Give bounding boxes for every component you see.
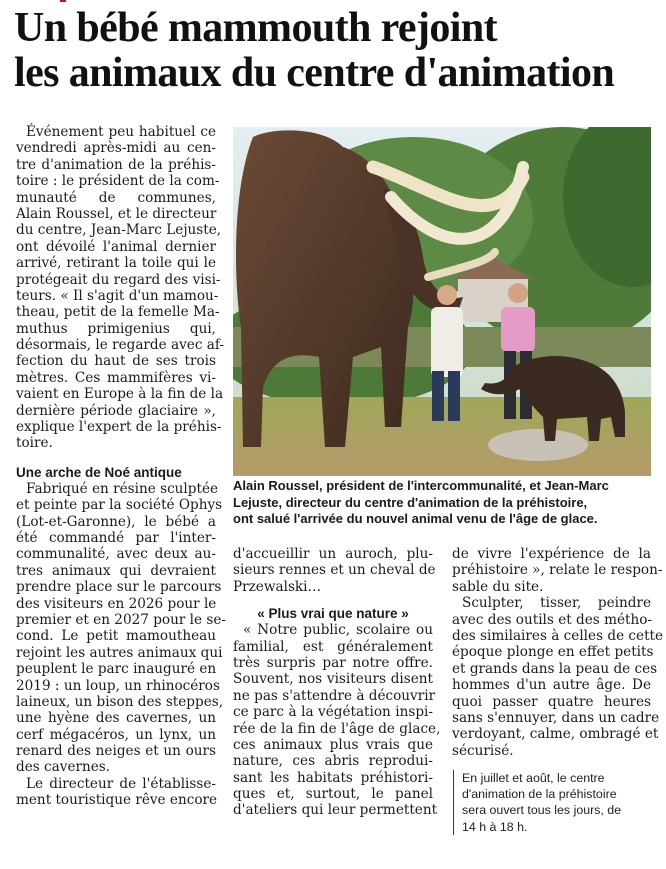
text-line: rée de la fin de l'âge de glace, [233, 720, 441, 737]
text-line: nature, ces abris reprodui- [233, 753, 433, 770]
text-line: 2019 : un loup, un rhinocéros [16, 677, 220, 694]
text-line: tres animaux qui devraient [16, 562, 216, 579]
text-line: des similaires à celles de cette [452, 627, 664, 644]
text-line: Événement peu habituel ce [26, 124, 216, 140]
photo-caption [233, 478, 651, 528]
text-line: préhistoire », relate le respon- [452, 562, 663, 579]
text-line: de vivre l'expérience de la [452, 546, 651, 562]
subheading-arche: Une arche de Noé antique [16, 464, 182, 480]
text-line: communalité, avec deux au- [16, 546, 216, 563]
article-column-2 [233, 546, 441, 819]
infobox-line: d'animation de la préhistoire [462, 787, 617, 802]
opening-hours-box [453, 770, 660, 835]
text-line: toire : le président de la com- [16, 173, 220, 190]
text-line: sable du site. [452, 578, 544, 595]
text-line: Souvent, nos visiteurs disent [233, 671, 433, 688]
text-line: désormais, le regarde avec af- [16, 337, 225, 354]
text-line: été commandé par l'inter- [16, 529, 216, 546]
text-line: sans s'ennuyer, dans un cadre [452, 709, 660, 726]
text-line: ces animaux plus vrais que [233, 736, 433, 753]
caption-line: Alain Roussel, président de l'intercommunalité, et Jean-Marc [233, 478, 609, 493]
text-line: rejoint les autres animaux qui [16, 644, 223, 661]
text-line: quoi passer quatre heures [452, 693, 651, 710]
column-body [233, 622, 441, 819]
text-line: Alain Roussel, et le directeur [16, 205, 217, 222]
text-line: theau, petit de la femelle Ma- [16, 304, 220, 321]
text-line: Le directeur de l'établisse- [26, 775, 216, 792]
text-line: teurs. « Il s'agit d'un mamou- [16, 287, 219, 304]
text-line: du centre, Jean-Marc Lejuste, [16, 222, 222, 239]
text-line: explique l'expert de la préhis- [16, 419, 222, 436]
text-line: ne pas s'attendre à découvrir [233, 687, 436, 704]
text-line: munauté de communes, [16, 189, 216, 206]
infobox-line: En juillet et août, le centre [462, 771, 605, 785]
text-line: hommes d'un autre âge. De [452, 677, 651, 694]
article-column-1 [16, 124, 226, 809]
text-line: renard des neiges et un ours [16, 743, 216, 760]
text-line: toire. [16, 435, 53, 452]
text-line: ment touristique rêve encore [16, 792, 218, 809]
text-line: fection du haut de ses trois [16, 353, 216, 370]
text-line: peuplent le parc inauguré en [16, 661, 217, 678]
text-line: d'ateliers qui leur permettent [233, 802, 438, 819]
text-line: d'accueillir un auroch, plu- [233, 546, 433, 562]
text-line: ce parc à la végétation inspi- [233, 704, 433, 721]
text-line: premier et en 2027 pour le se- [16, 611, 226, 628]
headline-line: Un bébé mammouth rejoint [14, 5, 497, 51]
text-line: prendre place sur le parcours [16, 579, 222, 596]
text-line: tre d'animation de la préhis- [16, 156, 216, 173]
text-line: ont dévoilé l'animal dernier [16, 238, 216, 255]
text-line: des cavernes. [16, 759, 111, 776]
text-line: époque plonge en effet petits [452, 644, 654, 661]
text-line: ques et, surtout, le panel [233, 786, 433, 803]
text-line: dernière période glaciaire », [16, 402, 216, 419]
text-line: Fabriqué en résine sculptée [26, 480, 219, 497]
text-line: verdoyant, calme, ombragé et [452, 726, 659, 743]
text-line: très surpris par notre offre. [233, 654, 433, 671]
text-line: sant les habitats préhistori- [233, 769, 433, 786]
infobox-line: 14 h à 18 h. [462, 819, 528, 834]
article-column-3 [452, 546, 664, 759]
text-line: des visiteurs en 2026 pour le [16, 595, 217, 612]
section-accent-mark [60, 0, 66, 2]
column-body [16, 124, 225, 452]
text-line: sécurisé. [452, 742, 514, 759]
text-line: avec des outils et des métho- [452, 611, 653, 628]
text-line: cerf mégacéros, un lynx, un [16, 726, 216, 743]
text-line: et grands dans la peau de ces [452, 660, 658, 677]
article-headline [14, 6, 654, 96]
text-line: et peinte par la société Ophys [16, 497, 223, 514]
caption-line: Lejuste, directeur du centre d'animation de la préhistoire, [233, 494, 588, 510]
text-line: (Lot-et-Garonne), le bébé a [16, 513, 216, 530]
text-line: Przewalski… [233, 578, 322, 595]
text-line: sieurs rennes et un cheval de [233, 562, 436, 579]
caption-line: ont salué l'arrivée du nouvel animal venu de l'âge de glace. [233, 511, 598, 526]
text-line: familial, est généralement [233, 638, 433, 655]
text-line: muthus primigenius qui, [16, 320, 216, 337]
text-line: cond. Le petit mamoutheau [16, 628, 216, 645]
text-line: laineux, un bison des steppes, [16, 693, 224, 710]
text-line: vaient en Europe à la fin de la [16, 386, 224, 403]
headline-line: les animaux du centre d'animation [14, 50, 615, 96]
infobox-line: sera ouvert tous les jours, de [462, 803, 622, 818]
column-body [16, 480, 226, 809]
text-line: arrivé, retirant la toile qui le [16, 255, 216, 272]
article-photo [233, 127, 651, 476]
column-body [452, 546, 664, 759]
text-line: protégeait du regard des visi- [16, 271, 221, 288]
text-line: « Notre public, scolaire ou [243, 622, 433, 639]
text-line: mètres. Ces mammifères vi- [16, 369, 216, 386]
subheading-plus-vrai: « Plus vrai que nature » [257, 606, 409, 622]
text-line: Sculpter, tisser, peindre [462, 595, 651, 612]
text-line: une hyène des cavernes, un [16, 710, 216, 727]
text-line: vendredi après-midi au cen- [16, 140, 216, 157]
column-body [233, 546, 436, 595]
